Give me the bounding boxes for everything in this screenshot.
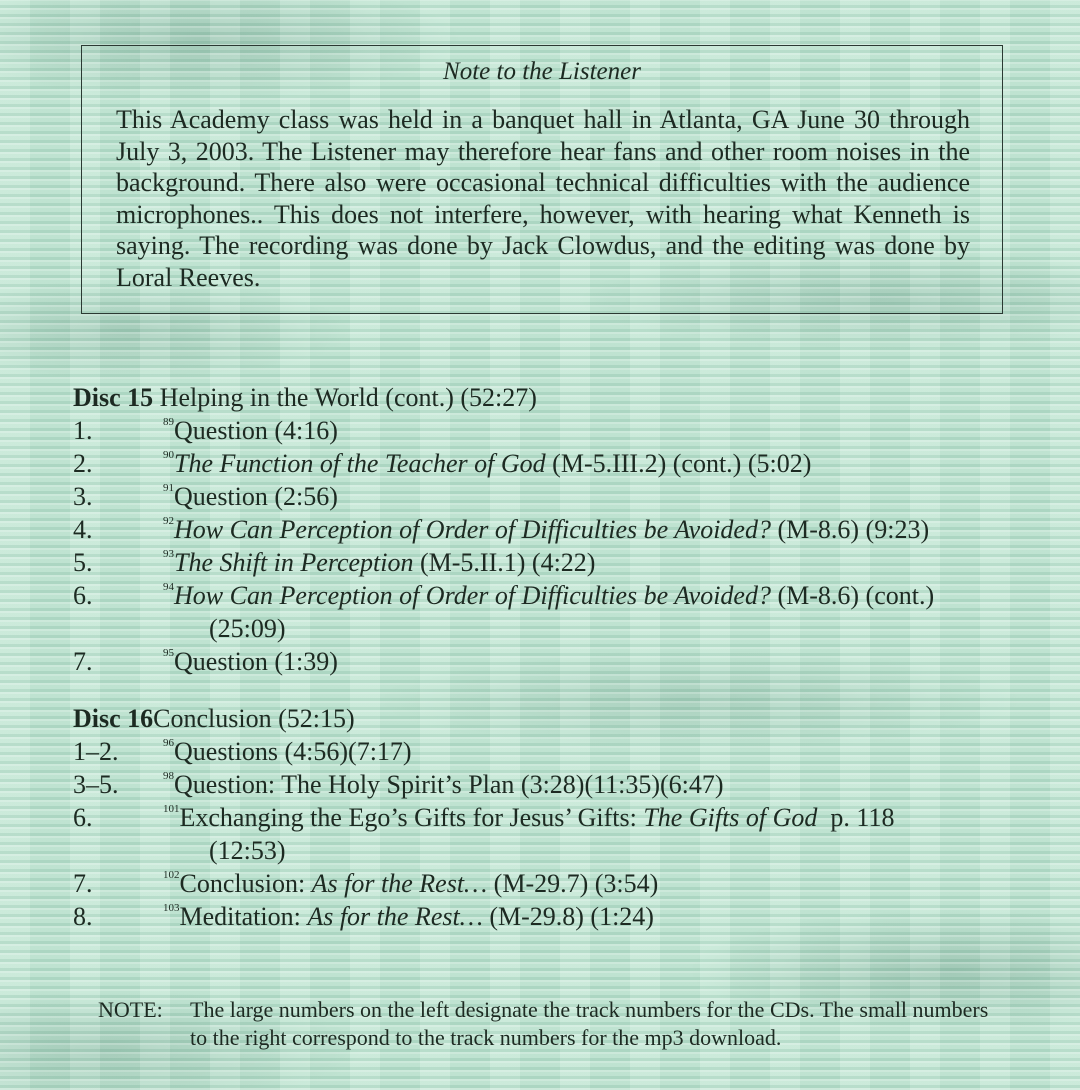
track-row xyxy=(73,735,1053,768)
cd-track-number: 8. xyxy=(73,902,93,931)
track-title-prefix: Conclusion: xyxy=(179,869,312,898)
cd-track-number: 7. xyxy=(73,869,93,898)
track-title-rest: (M-29.8) (1:24) xyxy=(482,902,654,931)
mp3-track-number: 102 xyxy=(163,869,180,881)
disc-15-section xyxy=(73,381,1053,678)
track-title-rest: (M-5.III.2) (cont.) (5:02) xyxy=(545,449,812,478)
track-row xyxy=(73,546,1053,579)
note-title: Note to the Listener xyxy=(443,58,641,85)
track-title: Question (4:16) xyxy=(174,416,338,445)
track-title-italic: The Gifts of God xyxy=(643,803,818,832)
cd-track-number: 1–2. xyxy=(73,737,119,766)
track-row xyxy=(73,801,1053,867)
cd-track-number: 5. xyxy=(73,548,93,577)
cd-track-number: 2. xyxy=(73,449,93,478)
disc-16-section xyxy=(73,702,1053,933)
disc-16-header xyxy=(73,702,1053,735)
track-row xyxy=(73,900,1053,933)
track-title: Question (1:39) xyxy=(174,647,338,676)
mp3-track-number: 95 xyxy=(163,647,174,659)
track-title-rest: (M-8.6) (cont.) xyxy=(770,581,935,610)
mp3-track-number: 90 xyxy=(163,449,174,461)
track-title-italic: The Shift in Perception xyxy=(174,548,414,577)
track-title: Question: The Holy Spirit’s Plan (3:28)(11:35)(6:47) xyxy=(174,770,724,799)
mp3-track-number: 93 xyxy=(163,548,174,560)
footnote-label: NOTE: xyxy=(98,997,163,1022)
track-title-rest: (M-5.II.1) (4:22) xyxy=(413,548,596,577)
track-row xyxy=(73,579,1053,645)
track-title-rest: (M-8.6) (9:23) xyxy=(770,515,930,544)
track-title: Questions (4:56)(7:17) xyxy=(174,737,412,766)
track-row xyxy=(73,645,1053,678)
mp3-track-number: 91 xyxy=(163,482,174,494)
mp3-track-number: 103 xyxy=(163,902,180,914)
disc-15-label: Disc 15 xyxy=(73,383,154,412)
track-title-prefix: Meditation: xyxy=(179,902,308,931)
mp3-track-number: 92 xyxy=(163,515,174,527)
track-title-rest: p. 118 xyxy=(817,803,895,832)
track-title-italic: How Can Perception of Order of Difficulties be Avoided? xyxy=(174,515,771,544)
track-row xyxy=(73,513,1053,546)
disc-15-title: Helping in the World (cont.) (52:27) xyxy=(159,383,537,412)
track-title-rest: (M-29.7) (3:54) xyxy=(487,869,659,898)
cd-track-number: 7. xyxy=(73,647,93,676)
mp3-track-number: 96 xyxy=(163,737,174,749)
track-title: Question (2:56) xyxy=(174,482,338,511)
track-title-continuation: (12:53) xyxy=(209,836,286,865)
track-title-italic: As for the Rest… xyxy=(311,869,488,898)
track-row xyxy=(73,480,1053,513)
cd-track-number: 3–5. xyxy=(73,770,119,799)
mp3-track-number: 94 xyxy=(163,581,174,593)
cd-track-number: 1. xyxy=(73,416,93,445)
mp3-track-number: 98 xyxy=(163,770,174,782)
note-to-listener-box xyxy=(81,45,1003,314)
disc-15-header xyxy=(73,381,1053,414)
track-title-italic: How Can Perception of Order of Difficulties be Avoided? xyxy=(174,581,771,610)
note-body: This Academy class was held in a banquet hall in Atlanta, GA June 30 through July 3, 2003. The Listener may therefore hear fans and other room noises in the background. There also were occasional technical difficulties with the audience microphones.. This does not interfere, however, with hearing what Kenneth is saying. The recording was done by Jack Clowdus, and the editing was done by Loral Reeves. xyxy=(116,105,970,292)
track-row xyxy=(73,447,1053,480)
cd-track-number: 6. xyxy=(73,581,93,610)
cd-track-number: 4. xyxy=(73,515,93,544)
mp3-track-number: 89 xyxy=(163,416,174,428)
cd-track-number: 3. xyxy=(73,482,93,511)
track-title-italic: The Function of the Teacher of God xyxy=(174,449,546,478)
track-title-continuation: (25:09) xyxy=(209,614,286,643)
cd-track-number: 6. xyxy=(73,803,93,832)
mp3-track-number: 101 xyxy=(163,803,180,815)
track-title-prefix: Exchanging the Ego’s Gifts for Jesus’ Gifts: xyxy=(179,803,644,832)
track-row xyxy=(73,867,1053,900)
track-row xyxy=(73,414,1053,447)
disc-16-label: Disc 16 xyxy=(73,704,154,733)
track-row xyxy=(73,768,1053,801)
disc-16-title: Conclusion (52:15) xyxy=(153,704,355,733)
track-title-italic: As for the Rest… xyxy=(307,902,483,931)
footnote-text: The large numbers on the left designate the track numbers for the CDs. The small numbers to the right correspond to the track numbers for the mp3 download. xyxy=(190,997,989,1050)
